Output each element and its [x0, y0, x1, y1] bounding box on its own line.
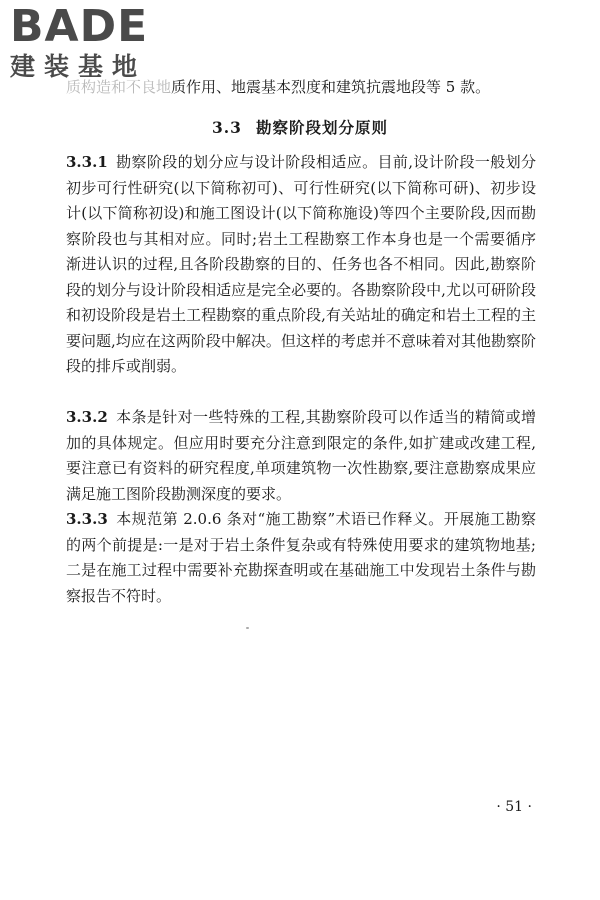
watermark-logo-mark: BADE: [10, 1, 149, 52]
section-heading: [0, 115, 600, 140]
page-number: · 51 ·: [496, 799, 532, 815]
clause-3-3-3: [66, 507, 536, 609]
clause-text: 本规范第 2.0.6 条对“施工勘察”术语已作释义。开展施工勘察的两个前提是:一是对于岩土条件复杂或有特殊使用要求的建筑物地基;二是在施工过程中需要补充勘探查明或在基础施工中发现岩土条件与勘察报告不符时。: [66, 510, 536, 605]
clause-3-3-1: [66, 150, 536, 380]
clause-number: 3.3.2: [66, 408, 108, 426]
continued-text-line: [66, 75, 536, 100]
clause-number: 3.3.1: [66, 153, 108, 171]
watermark-logo-subtitle: 建装基地: [10, 52, 147, 81]
continued-text-rest: 质作用、地震基本烈度和建筑抗震地段等 5 款。: [171, 78, 491, 96]
clause-number: 3.3.3: [66, 510, 108, 528]
clause-paragraph: [66, 405, 536, 507]
continued-text-faded: 质构造和不良地: [66, 78, 172, 96]
section-title: 勘察阶段划分原则: [255, 118, 388, 137]
clause-paragraph: [66, 507, 536, 609]
clause-text: 勘察阶段的划分应与设计阶段相适应。目前,设计阶段一般划分初步可行性研究(以下简称初可)、可行性研究(以下简称可研)、初步设计(以下简称初设)和施工图设计(以下简称施设)等四个主要阶段,因而勘察阶段也与其相对应。同时;岩土工程勘察工作本身也是一个需要循序渐进认识的过程,且各阶段勘察的目的、任务也各不相同。因此,勘察阶段的划分与设计阶段相适应是完全必要的。各勘察阶段中,尤以可研阶段和初设阶段是岩土工程勘察的重点阶段,有关站址的确定和岩土工程的主要问题,均应在这两阶段中解决。但这样的考虑并不意味着对其他勘察阶段的排斥或削弱。: [66, 153, 536, 375]
clause-3-3-2: [66, 405, 536, 507]
clause-paragraph: [66, 150, 536, 380]
scan-speck: [246, 627, 249, 629]
section-number: 3.3: [212, 118, 242, 137]
clause-text: 本条是针对一些特殊的工程,其勘察阶段可以作适当的精简或增加的具体规定。但应用时要充分注意到限定的条件,如扩建或改建工程,要注意已有资料的研究程度,单项建筑物一次性勘察,要注意勘察成果应满足施工图阶段勘测深度的要求。: [66, 408, 536, 503]
